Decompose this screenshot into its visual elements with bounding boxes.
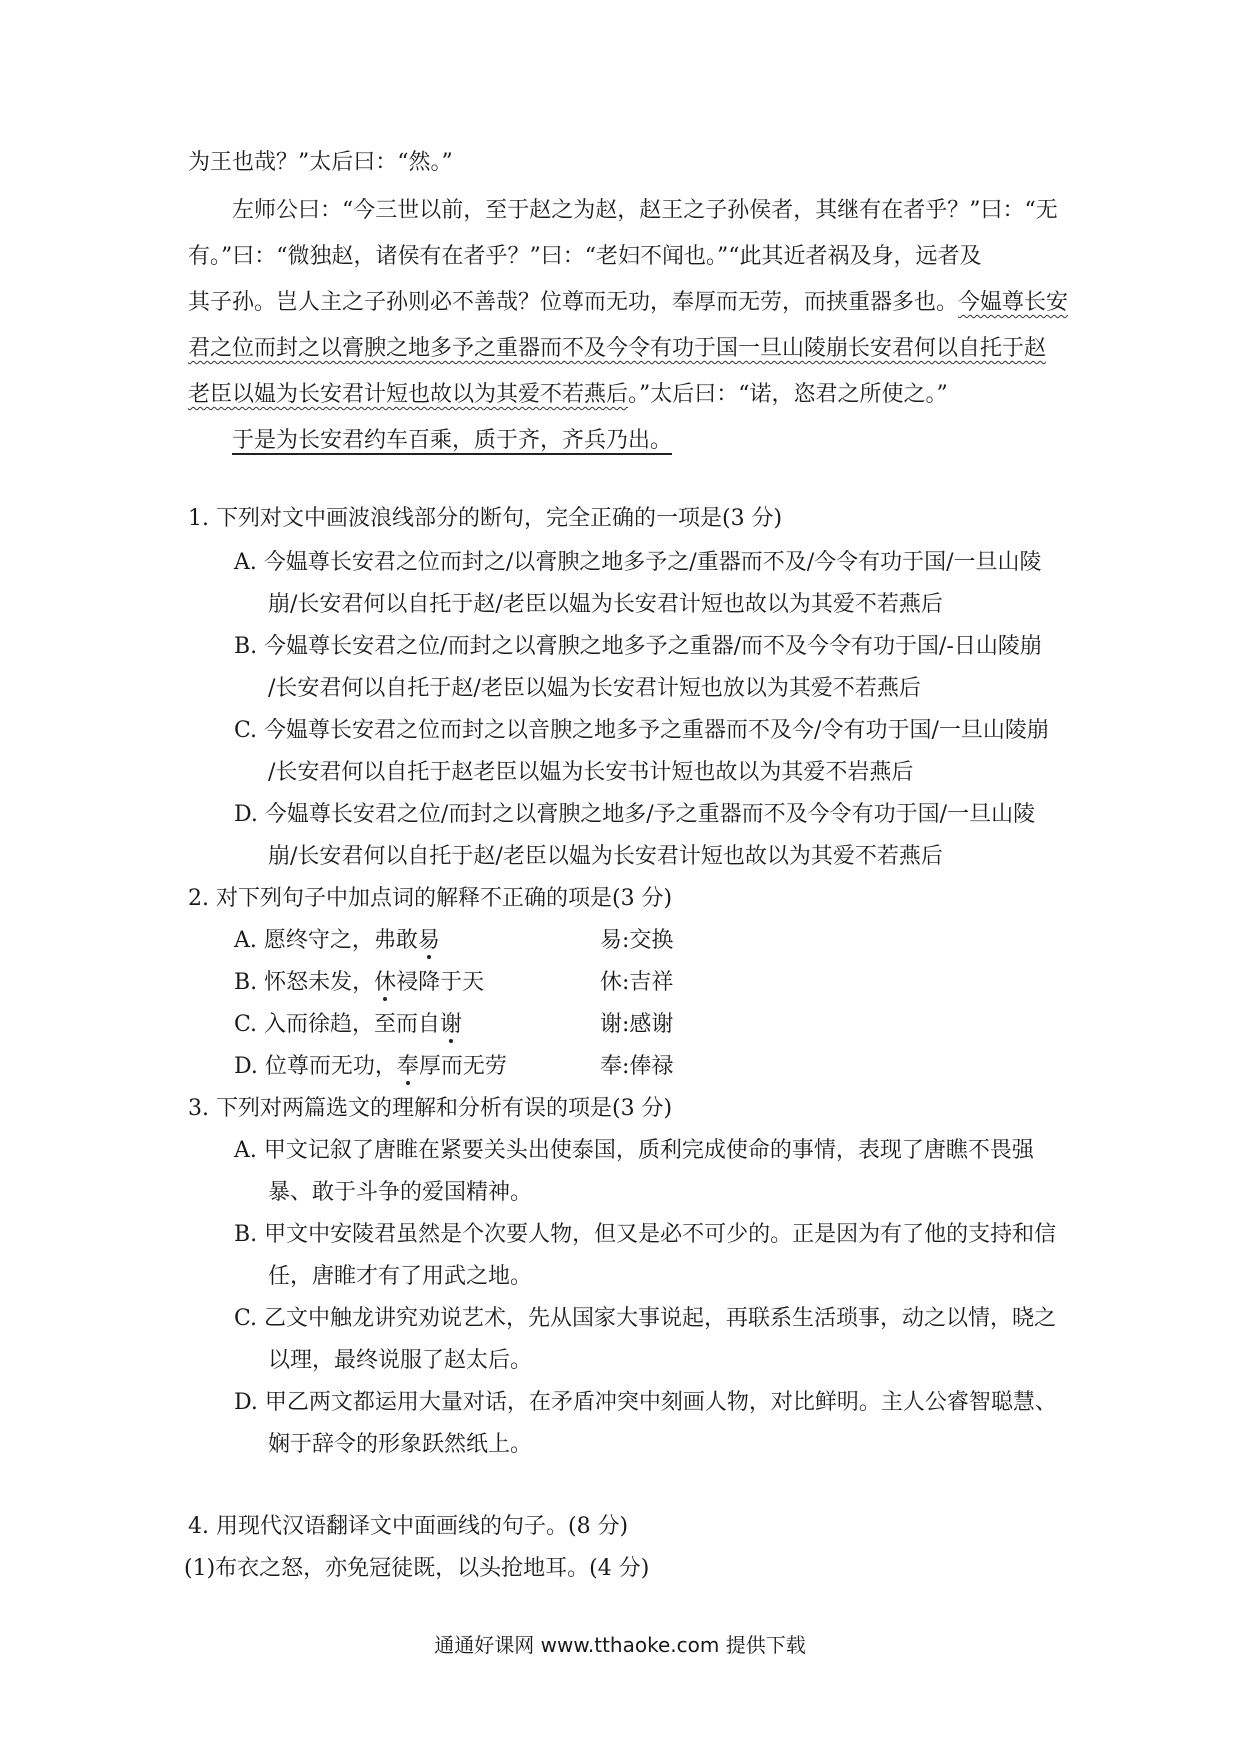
question-2-stem: 2. 对下列句子中加点词的解释不正确的项是(3 分) <box>188 886 673 911</box>
q1-option-d-cont: 崩/长安君何以自托于赵/老臣以媪为长安君计短也故以为其爱不若燕后 <box>268 844 943 869</box>
q2-d-text-rest: 厚而无劳 <box>418 1054 507 1079</box>
question-1-stem: 1. 下列对文中画波浪线部分的断句，完全正确的一项是(3 分) <box>188 506 783 531</box>
passage-line-5 <box>188 334 1046 364</box>
passage-line-4 <box>188 288 1068 318</box>
question-3-stem: 3. 下列对两篇选文的理解和分析有误的项是(3 分) <box>188 1096 673 1121</box>
q2-a-explanation: 易:交换 <box>600 928 674 953</box>
q2-d-explanation: 奉:俸禄 <box>600 1054 674 1079</box>
q2-c-text: C. 入而徐趋，至而自 <box>234 1012 441 1037</box>
q2-b-text-rest: 祲降于天 <box>396 970 485 995</box>
q1-option-a: A. 今媪尊长安君之位而封之/以膏腴之地多予之/重器而不及/今令有功于国/一旦山陵 <box>234 550 1042 575</box>
q3-option-a-cont: 暴、敢于斗争的爱国精神。 <box>268 1180 533 1205</box>
q2-option-d <box>234 1052 1034 1082</box>
passage-line-4-text: 其子孙。岂人主之子孙则必不善哉？位尊而无功，奉厚而无劳，而挟重器多也。 <box>188 290 959 315</box>
q1-option-c-cont: /长安君何以自托于赵老臣以媪为长安书计短也故以为其爱不岩燕后 <box>268 760 914 785</box>
passage-line-6 <box>188 380 948 410</box>
q2-option-b <box>234 968 1034 998</box>
wavy-underlined-text: 老臣以媪为长安君计短也故以为其爱不若燕后 <box>188 382 629 407</box>
passage-line-7 <box>232 426 672 456</box>
q2-a-text: A. 愿终守之，弗敢 <box>234 928 418 953</box>
wavy-underlined-text: 君之位而封之以膏腴之地多予之重器而不及今令有功于国一旦山陵崩长安君何以自托于赵 <box>188 336 1047 361</box>
q1-option-c: C. 今媪尊长安君之位而封之以音腴之地多予之重器而不及今/令有功于国/一旦山陵崩 <box>234 718 1049 743</box>
q3-option-d: D. 甲乙两文都运用大量对话，在矛盾冲突中刻画人物，对比鲜明。主人公睿智聪慧、 <box>234 1390 1057 1415</box>
q3-option-c-cont: 以理，最终说服了赵太后。 <box>268 1348 533 1373</box>
q3-option-a: A. 甲文记叙了唐睢在紧要关头出使泰国，质利完成使命的事情，表现了唐瞧不畏强 <box>234 1138 1034 1163</box>
q2-b-text: B. 怀怒未发， <box>234 970 375 995</box>
q3-option-c: C. 乙文中触龙讲究劝说艺术，先从国家大事说起，再联系生活琐事，动之以情，晓之 <box>234 1306 1057 1331</box>
q2-b-explanation: 休:吉祥 <box>600 970 674 995</box>
q4-subquestion-1: (1)布衣之怒，亦免冠徒既，以头抢地耳。(4 分) <box>184 1556 650 1581</box>
underlined-sentence: 于是为长安君约车百乘，质于齐，齐兵乃出。 <box>232 428 673 453</box>
q3-option-b: B. 甲文中安陵君虽然是个次要人物，但又是必不可少的。正是因为有了他的支持和信 <box>234 1222 1057 1247</box>
q3-option-b-cont: 任，唐睢才有了用武之地。 <box>268 1264 533 1289</box>
q1-option-b-cont: /长安君何以自托于赵/老臣以媪为长安君计短也放以为其爱不若燕后 <box>268 676 921 701</box>
page-footer: 通通好课网 www.tthaoke.com 提供下载 <box>434 1633 806 1657</box>
dotted-word: 谢 <box>440 1012 463 1037</box>
dotted-word: 休 <box>374 970 397 995</box>
passage-line-3: 有。”曰：“微独赵，诸侯有在者乎？”曰：“老妇不闻也。”“此其近者祸及身，远者及 <box>188 244 982 269</box>
q2-option-c <box>234 1010 1034 1040</box>
q2-d-text: D. 位尊而无功， <box>234 1054 397 1079</box>
q1-option-b: B. 今媪尊长安君之位/而封之以膏腴之地多予之重器/而不及今令有功于国/-日山陵崩 <box>234 634 1042 659</box>
question-4-stem: 4. 用现代汉语翻译文中面画线的句子。(8 分) <box>188 1514 629 1539</box>
dotted-word: 奉 <box>396 1054 419 1079</box>
passage-line-2: 左师公曰：“今三世以前，至于赵之为赵，赵王之子孙侯者，其继有在者乎？”曰：“无 <box>232 198 1058 223</box>
q2-c-explanation: 谢:感谢 <box>600 1012 674 1037</box>
passage-line-1: 为王也哉？”太后曰：“然。” <box>188 150 453 175</box>
q3-option-d-cont: 娴于辞令的形象跃然纸上。 <box>268 1432 533 1457</box>
q1-option-d: D. 今媪尊长安君之位/而封之以膏腴之地多/予之重器而不及今令有功于国/一旦山陵 <box>234 802 1036 827</box>
dotted-word: 易 <box>417 928 440 953</box>
q1-option-a-cont: 崩/长安君何以自托于赵/老臣以媪为长安君计短也故以为其爱不若燕后 <box>268 592 943 617</box>
q2-option-a <box>234 926 1034 956</box>
passage-line-6-text: 。”太后曰：“诺，恣君之所使之。” <box>628 382 948 407</box>
wavy-underlined-text: 今媪尊长安 <box>958 290 1069 315</box>
